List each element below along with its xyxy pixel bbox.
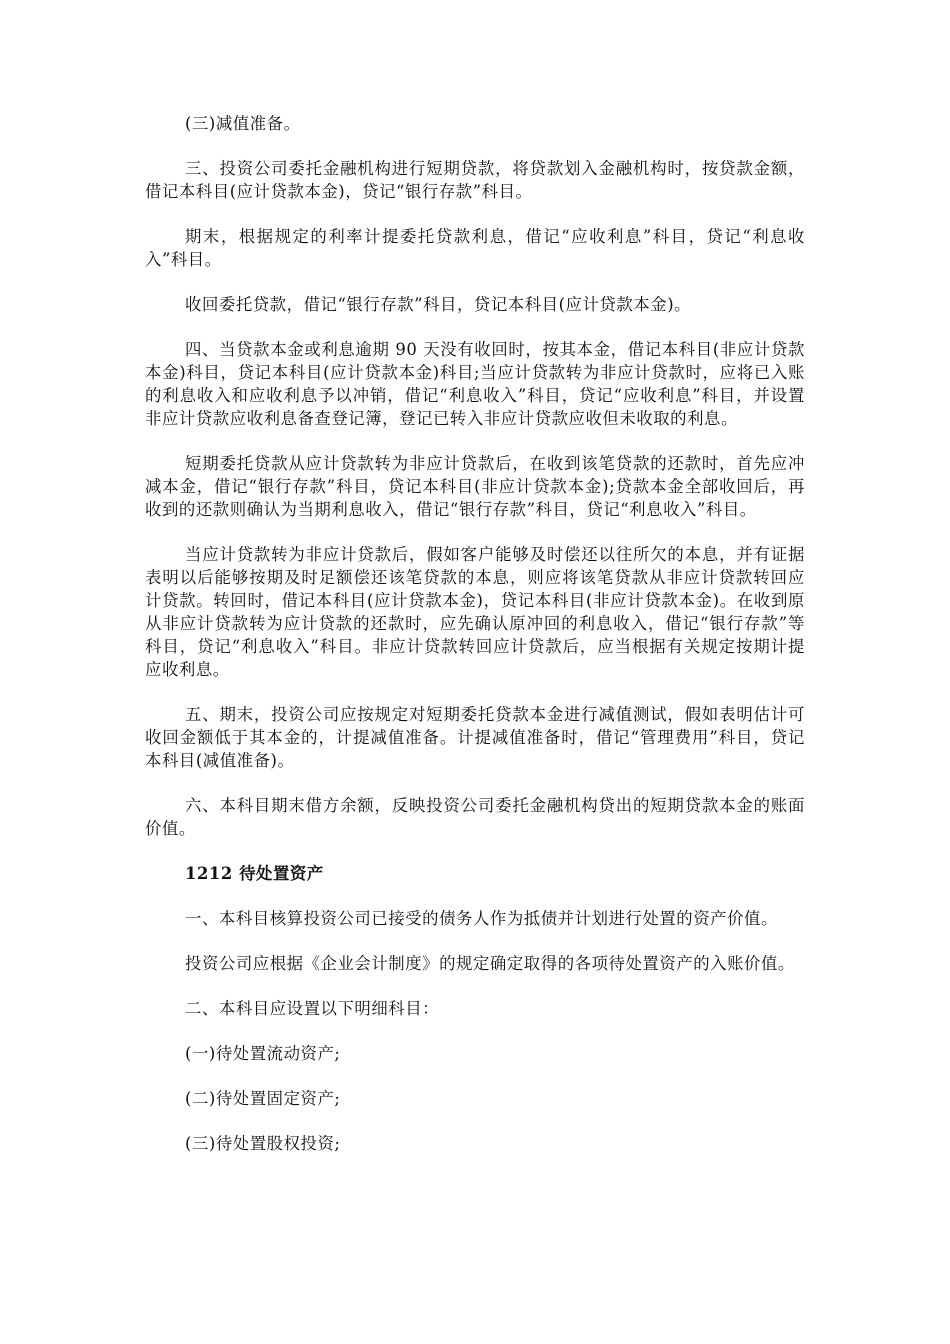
list-item-current-assets: (一)待处置流动资产; bbox=[185, 1044, 341, 1063]
section-heading: 1212 待处置资产 bbox=[185, 864, 324, 883]
paragraph-period-end-interest: 期末，根据规定的利率计提委托贷款利息，借记“应收利息”科目，贷记“利息收入”科目。 bbox=[145, 227, 805, 269]
paragraph-subaccounts-intro: 二、本科目应设置以下明细科目： bbox=[185, 999, 440, 1018]
paragraph-entry-value: 投资公司应根据《企业会计制度》的规定确定取得的各项待处置资产的入账价值。 bbox=[185, 954, 795, 973]
paragraph-account-scope: 一、本科目核算投资公司已接受的债务人作为抵债并计划进行处置的资产价值。 bbox=[185, 909, 778, 928]
list-item-fixed-assets: (二)待处置固定资产; bbox=[185, 1089, 341, 1108]
paragraph-section-four: 四、当贷款本金或利息逾期 90 天没有收回时，按其本金，借记本科目(非应计贷款本金)科目，贷记本科目(应计贷款本金)科目;当应计贷款转为非应计贷款时，应将已入账的利息收入和应收利息予以冲销，借记“利息收入”科目，贷记“应收利息”科目，并设置非应计贷款应收利息备查登记簿，登记已转入非应计贷款应收但未收取的利息。 bbox=[145, 340, 805, 428]
paragraph-nonaccrual-repayment: 短期委托贷款从应计贷款转为非应计贷款后，在收到该笔贷款的还款时，首先应冲减本金，借记“银行存款”科目，贷记本科目(非应计贷款本金);贷款本金全部收回后，再收到的还款则确认为当期利息收入，借记“银行存款”科目，贷记“利息收入”科目。 bbox=[145, 454, 805, 519]
paragraph-section-five: 五、期末，投资公司应按规定对短期委托贷款本金进行减值测试，假如表明估计可收回金额低于其本金的，计提减值准备。计提减值准备时，借记“管理费用”科目，贷记本科目(减值准备)。 bbox=[145, 705, 805, 770]
paragraph-nonaccrual-reversal: 当应计贷款转为非应计贷款后，假如客户能够及时偿还以往所欠的本息，并有证据表明以后能够按期及时足额偿还该笔贷款的本息，则应将该笔贷款从非应计贷款转回应计贷款。转回时，借记本科目(应计贷款本金)，贷记本科目(非应计贷款本金)。在收到原从非应计贷款转为应计贷款的还款时，应先确认原冲回的利息收入，借记“银行存款”等科目，贷记“利息收入”科目。非应计贷款转回应计贷款后，应当根据有关规定按期计提应收利息。 bbox=[145, 545, 805, 679]
list-item-equity-investment: (三)待处置股权投资; bbox=[185, 1134, 341, 1153]
paragraph-impairment-reserve-item: (三)减值准备。 bbox=[185, 114, 301, 133]
paragraph-loan-recovery: 收回委托贷款，借记“银行存款”科目，贷记本科目(应计贷款本金)。 bbox=[185, 295, 692, 314]
paragraph-section-six: 六、本科目期末借方余额，反映投资公司委托金融机构贷出的短期贷款本金的账面价值。 bbox=[145, 796, 805, 838]
document-body bbox=[145, 112, 805, 1177]
paragraph-section-three: 三、投资公司委托金融机构进行短期贷款，将贷款划入金融机构时，按贷款金额，借记本科目(应计贷款本金)，贷记“银行存款”科目。 bbox=[145, 159, 805, 201]
